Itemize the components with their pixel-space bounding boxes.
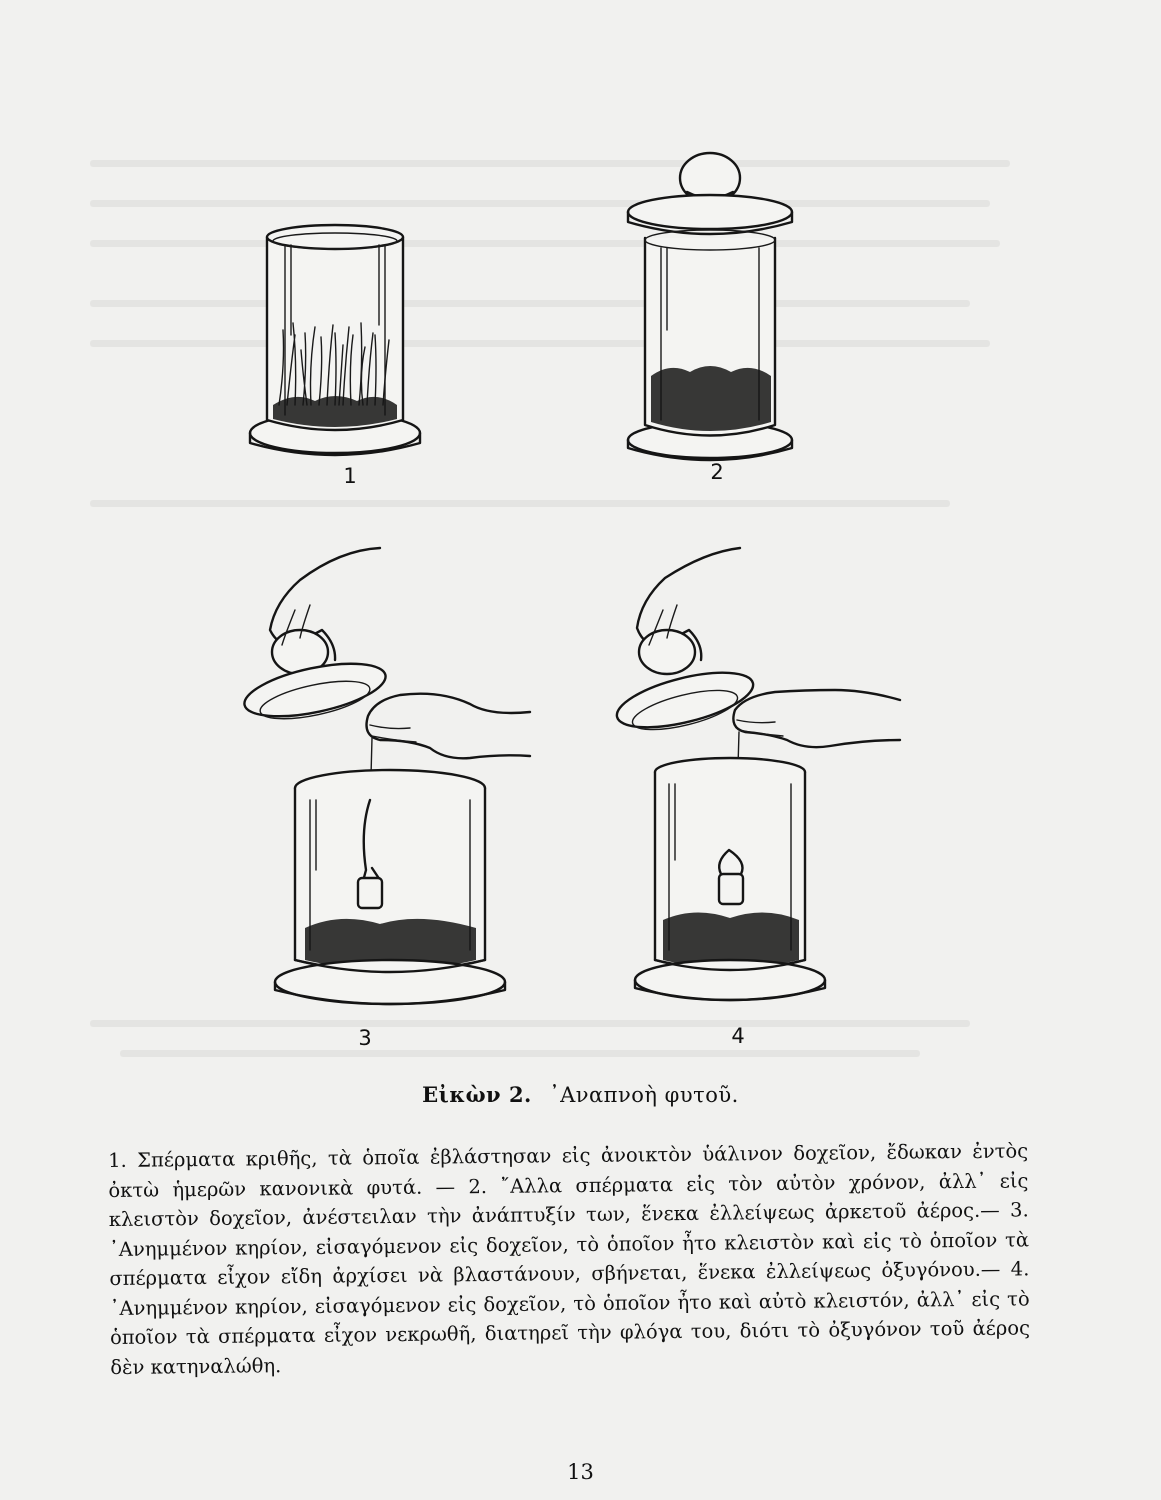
figure-3-candle-extinguished-illustration [240, 540, 540, 1030]
show-through-line [90, 300, 970, 307]
figure-4-number: 4 [731, 1024, 745, 1048]
show-through-line [90, 240, 1000, 247]
figure-1-open-jar-illustration [245, 215, 425, 465]
figure-caption [0, 1082, 1161, 1107]
caption-title-text: ᾿Αναπνοὴ φυτοῦ. [549, 1083, 739, 1107]
show-through-line [120, 1050, 920, 1057]
figure-1-number: 1 [343, 464, 357, 488]
figure-2-number: 2 [710, 460, 724, 484]
figure-2-closed-jar-illustration [625, 150, 795, 470]
show-through-line [90, 500, 950, 507]
show-through-line [90, 160, 1010, 167]
figure-3-number: 3 [358, 1026, 372, 1050]
figure-4-candle-burning-illustration [605, 540, 905, 1030]
page-number: 13 [567, 1460, 594, 1484]
show-through-line [90, 340, 990, 347]
caption-label: Εἰκὼν 2. [422, 1082, 532, 1107]
show-through-line [90, 200, 990, 207]
figure-description-paragraph: 1. Σπέρματα κριθῆς, τὰ ὁποῖα ἐβλάστησαν εἰς ἀνοικτὸν ὑάλινον δοχεῖον, ἔδωκαν ἐντὸς ὀκτὼ ἡμερῶν κανονικὰ φυτά. — 2. ῎Αλλα σπέρματα εἰς τὸν αὐτὸν χρόνον, ἀλλ᾿ εἰς κλειστὸν δοχεῖον, ἀνέστειλαν τὴν ἀνάπτυξίν των, ἕνεκα ἐλλείψεως ἀρκετοῦ ἀέρος.— 3. ᾿Ανημμένον κηρίον, εἰσαγόμενον εἰς δοχεῖον, τὸ ὁποῖον ἦτο κλειστὸν καὶ εἰς τὸ ὁποῖον τὰ σπέρματα εἶχον εἴδη ἀρχίσει νὰ βλαστάνουν, σβήνεται, ἕνεκα ἐλλείψεως ὀξυγόνου.— 4. ᾿Ανημμένον κηρίον, εἰσαγόμενον εἰς δοχεῖον, τὸ ὁποῖον ἦτο καὶ αὐτὸ κλειστόν, ἀλλ᾿ εἰς τὸ ὁποῖον τὰ σπέρματα εἶχον νεκρωθῆ, διατηρεῖ τὴν φλόγα του, διότι τὸ ὀξυγόνον τοῦ ἀέρος δὲν κατηναλώθη. [108, 1139, 1031, 1379]
